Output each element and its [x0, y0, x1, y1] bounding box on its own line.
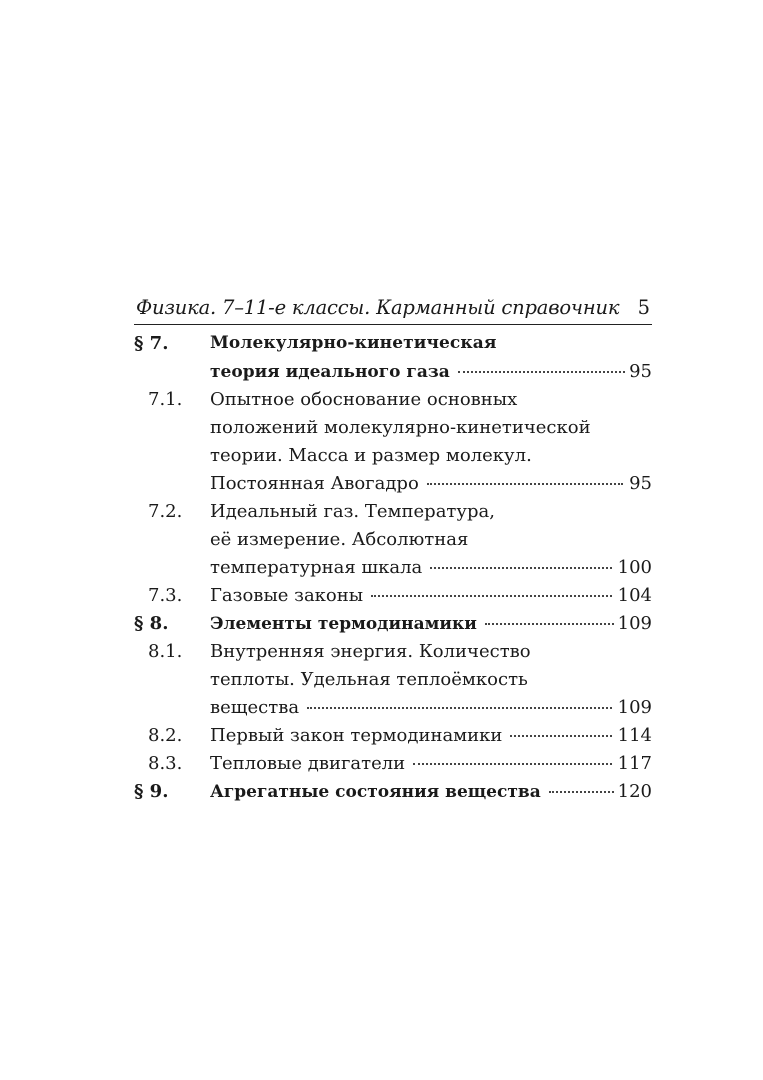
toc-entry-title-line: вещества	[210, 697, 300, 718]
toc-entry-title-line: Опытное обоснование основных	[210, 389, 518, 410]
toc-entry-title-line: Идеальный газ. Температура,	[210, 501, 495, 522]
toc-entry-title-line: Газовые законы	[210, 585, 364, 606]
running-header	[134, 292, 652, 325]
toc-entry-title-line: теплоты. Удельная теплоёмкость	[210, 669, 528, 690]
toc-entry-number: § 9.	[134, 781, 169, 802]
toc-entry-number: 7.1.	[148, 389, 183, 410]
dot-leader	[413, 763, 611, 765]
toc-entry-7-2-line-2	[134, 529, 652, 557]
toc-entry-7-2-last-line	[134, 557, 652, 585]
toc-entry-number: 7.2.	[148, 501, 183, 522]
dot-leader	[510, 735, 611, 737]
toc-entry-7-1	[134, 389, 652, 417]
book-page	[134, 292, 652, 809]
toc-entry-number: § 7.	[134, 333, 169, 354]
toc-entry-title-line: температурная шкала	[210, 557, 423, 578]
toc-entry-8-2	[134, 725, 652, 753]
toc-entry-title-line: её измерение. Абсолютная	[210, 529, 469, 550]
toc-entry-section-7-last-line	[134, 361, 652, 389]
dot-leader	[307, 707, 612, 709]
toc-entry-title-line: Тепловые двигатели	[210, 753, 406, 774]
toc-entry-page: 104	[617, 585, 652, 606]
toc-entry-7-3	[134, 585, 652, 613]
toc-entry-7-1-last-line	[134, 473, 652, 501]
toc-entry-number: 8.1.	[148, 641, 183, 662]
table-of-contents	[134, 333, 652, 809]
toc-entry-page: 109	[617, 697, 652, 718]
toc-entry-title-line: Внутренняя энергия. Количество	[210, 641, 531, 662]
dot-leader	[549, 791, 614, 793]
toc-entry-8-3	[134, 753, 652, 781]
toc-entry-title-line: положений молекулярно-кинетической	[210, 417, 591, 438]
toc-entry-page: 109	[617, 613, 652, 634]
dot-leader	[485, 623, 614, 625]
toc-entry-section-9	[134, 781, 652, 809]
toc-entry-title-line: Первый закон термодинамики	[210, 725, 503, 746]
toc-entry-title-line: теории. Масса и размер молекул.	[210, 445, 532, 466]
toc-entry-page: 114	[617, 725, 652, 746]
toc-entry-number: 7.3.	[148, 585, 183, 606]
toc-entry-page: 117	[617, 753, 652, 774]
dot-leader	[371, 595, 612, 597]
toc-entry-8-1	[134, 641, 652, 669]
toc-entry-title-line: теория идеального газа	[210, 362, 450, 382]
toc-entry-7-1-line-3	[134, 445, 652, 473]
toc-entry-page: 95	[629, 361, 652, 382]
toc-entry-number: 8.2.	[148, 725, 183, 746]
toc-entry-page: 95	[629, 473, 652, 494]
toc-entry-section-7	[134, 333, 652, 361]
toc-entry-number: 8.3.	[148, 753, 183, 774]
toc-entry-page: 100	[617, 557, 652, 578]
toc-entry-7-1-line-2	[134, 417, 652, 445]
toc-entry-title-line: Элементы термодинамики	[210, 614, 477, 634]
toc-entry-title-line: Молекулярно-кинетическая	[210, 333, 497, 353]
toc-entry-section-8	[134, 613, 652, 641]
running-header-title: Физика. 7–11-е классы. Карманный справочник	[136, 296, 620, 319]
toc-entry-7-2	[134, 501, 652, 529]
page-number: 5	[637, 296, 650, 319]
toc-entry-title-line: Постоянная Авогадро	[210, 473, 419, 494]
dot-leader	[430, 567, 611, 569]
toc-entry-page: 120	[617, 781, 652, 802]
toc-entry-8-1-line-2	[134, 669, 652, 697]
toc-entry-title-line: Агрегатные состояния вещества	[210, 782, 541, 802]
dot-leader	[458, 371, 625, 373]
toc-entry-number: § 8.	[134, 613, 169, 634]
dot-leader	[427, 483, 623, 485]
toc-entry-8-1-last-line	[134, 697, 652, 725]
